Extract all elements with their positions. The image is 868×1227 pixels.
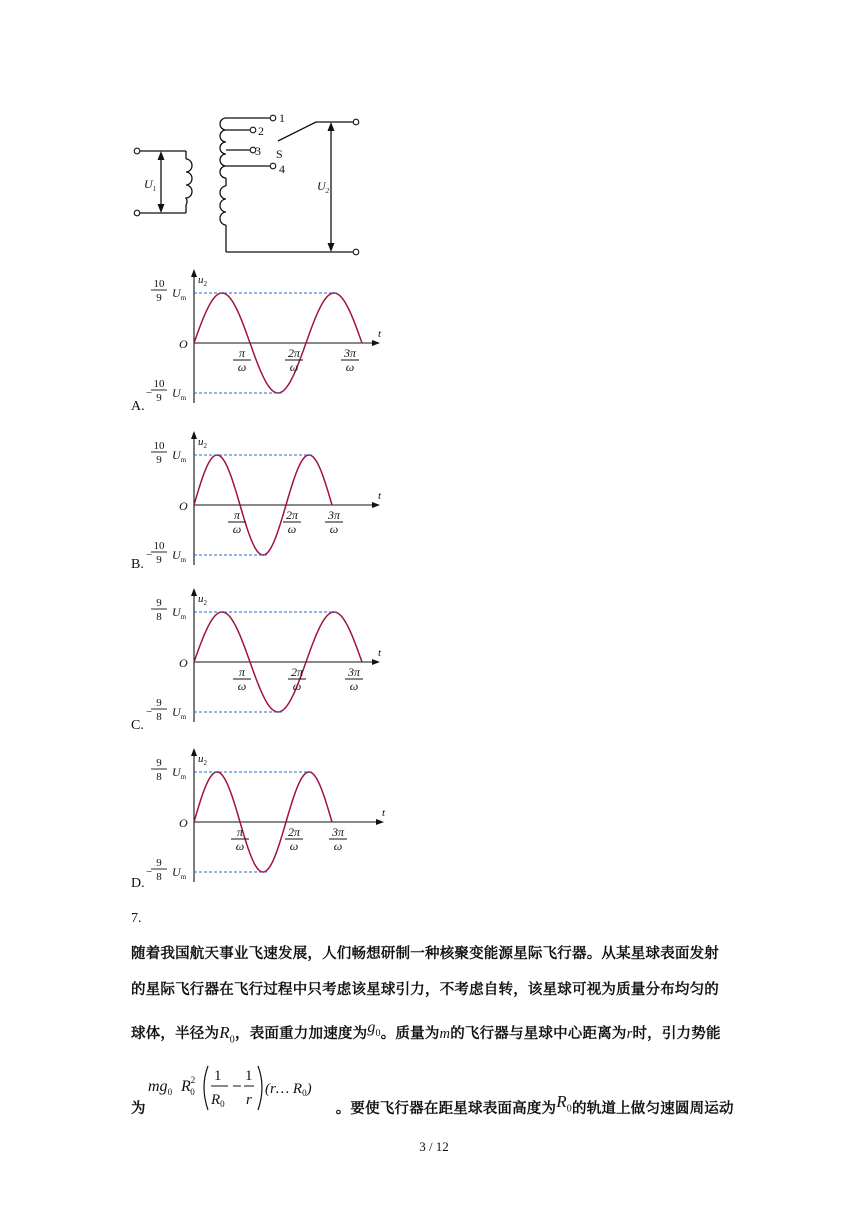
page-number: 3 / 12 [419, 1139, 449, 1154]
x-axis-arrow [372, 659, 380, 665]
min-value-unit: $U_m$ [172, 386, 187, 402]
origin-label: O [179, 337, 188, 351]
tap-2-label: 2 [258, 124, 264, 138]
tick-numerator-1: π [236, 825, 244, 839]
x-axis-arrow [376, 819, 384, 825]
question-line-1: 随着我国航天事业飞速发展，人们畅想研制一种核聚变能源星际飞行器。从某星球表面发射 [131, 946, 719, 962]
min-value-unit: $U_m$ [172, 865, 187, 881]
min-value-denominator: 8 [156, 711, 162, 723]
tick-denominator-2: ω [289, 839, 299, 853]
option-b-graph [130, 427, 390, 577]
x-axis-label: t [378, 490, 382, 502]
tick-numerator-3: 3π [343, 346, 357, 360]
origin-label: O [179, 499, 188, 513]
max-value-denominator: 9 [156, 292, 162, 304]
option-c-letter: C. [131, 718, 144, 733]
y-axis-arrow [191, 269, 197, 277]
y-axis-arrow [191, 748, 197, 756]
tick-numerator-3: 3π [327, 508, 341, 522]
min-value-numerator: 9 [156, 697, 162, 709]
tap-4-label: 4 [279, 162, 285, 176]
question-line-2: 的星际飞行器在飞行过程中只考虑该星球引力，不考虑自转，该星球可视为质量分布均匀的 [131, 982, 719, 998]
formula-mg0: $mg_0$ [148, 1078, 173, 1097]
u1-label: $U_1$ [144, 177, 157, 193]
min-value-numerator: 9 [156, 857, 162, 869]
fraction-1-num: 1 [214, 1068, 222, 1084]
tick-denominator-3: ω [333, 839, 343, 853]
tick-denominator-1: ω [237, 360, 247, 374]
x-axis-label: t [378, 647, 382, 659]
tap-1-label: 1 [279, 111, 285, 125]
tick-denominator-3: ω [329, 522, 339, 536]
question-number: 7. [131, 911, 142, 926]
formula-condition: (r… $R_0$) [265, 1081, 312, 1098]
max-value-numerator: 9 [156, 757, 162, 769]
max-value-unit: $U_m$ [172, 605, 187, 621]
min-value-sign: − [146, 549, 153, 561]
r0-symbol: $R_0$ [219, 1023, 235, 1046]
x-axis-label: t [378, 328, 382, 340]
tick-numerator-2: 2π [285, 508, 299, 522]
max-value-unit: $U_m$ [172, 286, 187, 302]
option-a-graph [130, 265, 390, 415]
min-value-numerator: 10 [153, 540, 165, 552]
min-value-sign: − [146, 706, 153, 718]
tick-denominator-1: ω [232, 522, 242, 536]
tick-numerator-2: 2π [287, 346, 301, 360]
option-d-letter: D. [131, 876, 145, 891]
origin-label: O [179, 816, 188, 830]
fraction-1-den: $R_0$ [211, 1092, 225, 1109]
tick-denominator-2: ω [287, 522, 297, 536]
tick-denominator-1: ω [237, 679, 247, 693]
formula-r0-squared: $R^2$ 0 [181, 1075, 196, 1097]
tick-numerator-1: π [238, 346, 246, 360]
option-a-letter: A. [131, 399, 145, 414]
y-axis-label: $u_2$ [198, 593, 207, 607]
question-line-4: 为 。要使飞行器在距星球表面高度为$R_0$的轨道上做匀速圆周运动 [131, 1092, 734, 1117]
tick-numerator-1: π [233, 508, 241, 522]
question-line-3: 球体，半径为$R_0$，表面重力加速度为$g_0$。质量为m的飞行器与星球中心距离为r时，引力势能 [131, 1019, 721, 1046]
tick-numerator-3: 3π [347, 665, 361, 679]
max-value-unit: $U_m$ [172, 448, 187, 464]
y-axis-arrow [191, 431, 197, 439]
g0-symbol: $g_0$ [367, 1019, 381, 1040]
transformer-circuit [128, 106, 368, 264]
origin-label: O [179, 656, 188, 670]
x-axis-label: t [382, 807, 386, 819]
r0-symbol-2: $R_0$ [556, 1092, 572, 1115]
y-axis-label: $u_2$ [198, 436, 207, 450]
min-value-denominator: 9 [156, 554, 162, 566]
max-value-numerator: 10 [153, 278, 165, 290]
min-value-denominator: 9 [156, 392, 162, 404]
option-d-graph [130, 744, 390, 894]
min-value-numerator: 10 [153, 378, 165, 390]
x-axis-arrow [372, 340, 380, 346]
tick-denominator-3: ω [349, 679, 359, 693]
min-value-unit: $U_m$ [172, 548, 187, 564]
max-value-numerator: 9 [156, 597, 162, 609]
y-axis-label: $u_2$ [198, 274, 207, 288]
max-value-denominator: 8 [156, 611, 162, 623]
tick-numerator-3: 3π [331, 825, 345, 839]
switch-label: S [276, 147, 283, 161]
x-axis-arrow [372, 502, 380, 508]
tick-denominator-2: ω [289, 360, 299, 374]
tick-numerator-2: 2π [290, 665, 304, 679]
max-value-denominator: 9 [156, 454, 162, 466]
fraction-2-den: r [246, 1092, 252, 1108]
fraction-2-num: 1 [245, 1068, 253, 1084]
max-value-numerator: 10 [153, 440, 165, 452]
min-value-denominator: 8 [156, 871, 162, 883]
max-value-denominator: 8 [156, 771, 162, 783]
tick-numerator-1: π [238, 665, 246, 679]
max-value-unit: $U_m$ [172, 765, 187, 781]
tick-denominator-1: ω [235, 839, 245, 853]
tick-denominator-3: ω [345, 360, 355, 374]
tap-3-label: 3 [255, 144, 261, 158]
min-value-unit: $U_m$ [172, 705, 187, 721]
min-value-sign: − [146, 387, 153, 399]
y-axis-label: $u_2$ [198, 753, 207, 767]
u2-label: $U_2$ [317, 179, 330, 195]
tick-denominator-2: ω [292, 679, 302, 693]
option-c-graph [130, 584, 390, 734]
option-b-letter: B. [131, 557, 144, 572]
tick-numerator-2: 2π [287, 825, 301, 839]
min-value-sign: − [146, 866, 153, 878]
y-axis-arrow [191, 588, 197, 596]
